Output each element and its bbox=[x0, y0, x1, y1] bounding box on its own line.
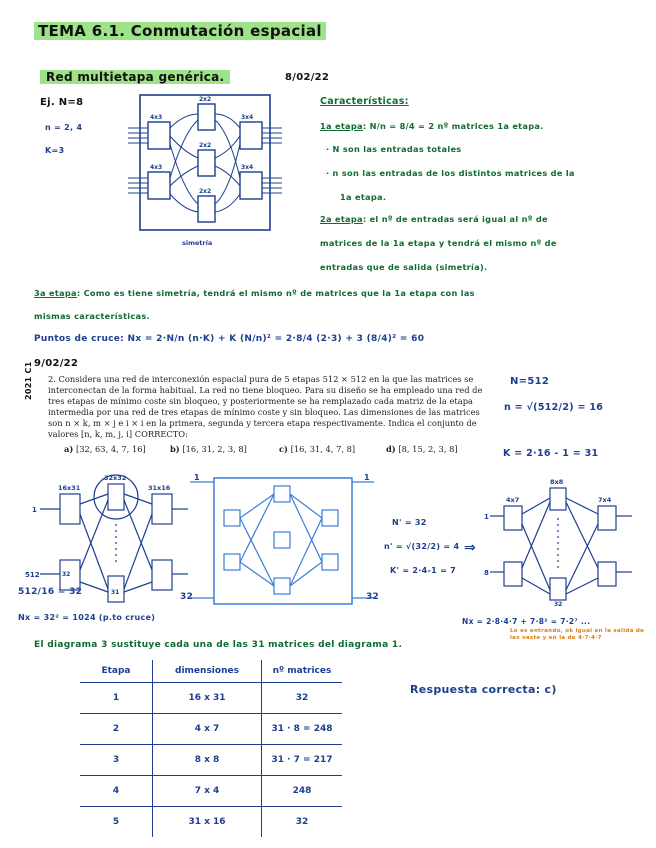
table-row: 2 4 x 7 31 · 8 = 248 bbox=[80, 714, 342, 745]
middle-matrix bbox=[198, 196, 215, 222]
svg-text:32: 32 bbox=[62, 571, 71, 578]
three-stage-network-diagram bbox=[120, 92, 292, 260]
svg-text:1: 1 bbox=[364, 473, 370, 482]
table-row: 4 7 x 4 248 bbox=[80, 776, 342, 807]
output-matrix bbox=[152, 494, 172, 524]
svg-text:16x31: 16x31 bbox=[58, 484, 81, 492]
calc-n: n = √(512/2) = 16 bbox=[504, 402, 604, 413]
right-network-diagram bbox=[480, 474, 650, 614]
svg-text:512: 512 bbox=[25, 571, 40, 579]
option-c: c) [16, 31, 4, 7, 8] bbox=[279, 444, 356, 454]
right-crosspoints: Nx = 2·8·4·7 + 7·8² = 7·2⁷ ... bbox=[462, 617, 591, 626]
output-matrix bbox=[152, 560, 172, 590]
input-matrix bbox=[148, 122, 170, 149]
left-crosspoints: Nx = 32² = 1024 (p.to cruce) bbox=[18, 613, 156, 622]
matrix-dim-label: 2x2 bbox=[199, 188, 212, 195]
characteristics-line: 1a etapa: N/n = 8/4 = 2 nº matrices 1a etapa. bbox=[320, 121, 544, 131]
characteristics-line: · n son las entradas de los distintos matrices de la bbox=[326, 168, 575, 178]
section1-date: 8/02/22 bbox=[285, 72, 330, 83]
left-ratio: 512/16 = 32 bbox=[18, 587, 83, 597]
characteristics-heading: Características: bbox=[320, 96, 409, 107]
matrix-dim-label: 2x2 bbox=[199, 96, 212, 103]
output-matrix bbox=[240, 172, 262, 199]
output-matrix bbox=[240, 122, 262, 149]
stages-table bbox=[80, 660, 342, 837]
table-row: 1 16 x 31 32 bbox=[80, 683, 342, 714]
right-note: Lo es entrando, ok igual en la salida de las vaste y en la de 4·7·4·7 bbox=[510, 628, 645, 641]
svg-text:32x32: 32x32 bbox=[104, 474, 127, 482]
characteristics-line: entradas que de salida (simetría). bbox=[320, 262, 488, 272]
answer-text: Respuesta correcta: c) bbox=[410, 683, 557, 696]
table-header: dimensiones bbox=[153, 660, 262, 683]
matrix-dim-label: 4x3 bbox=[150, 114, 163, 121]
characteristics-line: matrices de la 1a etapa y tendrá el mismo nº de bbox=[320, 238, 557, 248]
calc-K: K = 2·16 - 1 = 31 bbox=[503, 448, 599, 459]
svg-text:32: 32 bbox=[554, 601, 563, 608]
crosspoints-formula: Puntos de cruce: Nx = 2·N/n (n·K) + K (N/n)² = 2·8/4 (2·3) + 3 (8/4)² = 60 bbox=[34, 334, 425, 344]
mid-label-32: 32 bbox=[366, 592, 380, 602]
input-matrix bbox=[60, 494, 80, 524]
arrow-icon: ⇒ bbox=[464, 540, 477, 556]
svg-text:1: 1 bbox=[484, 513, 489, 521]
calc-n2: n' = √(32/2) = 4 bbox=[384, 542, 460, 551]
section2-date: 9/02/22 bbox=[34, 358, 79, 369]
middle-matrix bbox=[108, 484, 124, 510]
middle-matrix bbox=[198, 150, 215, 176]
matrix-dim-label: 3x4 bbox=[241, 114, 254, 121]
option-b: b) [16, 31, 2, 3, 8] bbox=[170, 444, 247, 454]
svg-text:8: 8 bbox=[484, 569, 489, 577]
question-text: 2. Considera una red de interconexión espacial pura de 5 etapas 512 × 512 en la que las matrices se interconectan de la forma habitual. La red no tiene bloqueo. Para su diseño se ha empleado una red de tres etapas de mínimo coste sin bloqueo, y posteriormente se ha remplazado cada matriz de la etapa intermedia por una red de tres etapas de mínimo coste y sin bloqueo. Las dimensiones de las matrices son n × k, m × j e i × i en la primera, segunda y tercera etapa respectivamente. Indica el conjunto de valores [n, k, m, j, i] CORRECTO: bbox=[48, 374, 483, 439]
page-title: TEMA 6.1. Conmutación espacial bbox=[34, 22, 326, 40]
calc-K2: K' = 2·4-1 = 7 bbox=[390, 566, 457, 575]
svg-text:4x7: 4x7 bbox=[506, 496, 520, 504]
calc-N2: N' = 32 bbox=[392, 518, 427, 527]
option-a: a) [32, 63, 4, 7, 16] bbox=[64, 444, 146, 454]
param-k: K=3 bbox=[45, 146, 65, 155]
calc-N: N=512 bbox=[510, 376, 550, 387]
stage3-text: 3a etapa: Como es tiene simetría, tendrá el mismo nº de matrices que la 1a etapa con las bbox=[34, 288, 475, 298]
middle-matrix bbox=[198, 104, 215, 130]
svg-text:1: 1 bbox=[194, 473, 200, 482]
characteristics-line: 2a etapa: el nº de entradas será igual al nº de bbox=[320, 214, 548, 224]
svg-text:8x8: 8x8 bbox=[550, 478, 564, 486]
svg-text:31: 31 bbox=[111, 589, 120, 596]
summary-text: El diagrama 3 sustituye cada una de las 31 matrices del diagrama 1. bbox=[34, 640, 403, 650]
characteristics-line: 1a etapa. bbox=[340, 192, 387, 202]
stage3-text: mismas características. bbox=[34, 311, 150, 321]
svg-text:7x4: 7x4 bbox=[598, 496, 612, 504]
param-n: n = 2, 4 bbox=[45, 123, 83, 132]
middle-network-diagram bbox=[190, 470, 376, 610]
characteristics-line: · N son las entradas totales bbox=[326, 144, 462, 154]
left-network-diagram bbox=[20, 464, 190, 624]
table-header: nº matrices bbox=[262, 660, 343, 683]
svg-text:1: 1 bbox=[32, 506, 37, 514]
table-row: 5 31 x 16 32 bbox=[80, 807, 342, 838]
matrix-dim-label: 2x2 bbox=[199, 142, 212, 149]
matrix-dim-label: 3x4 bbox=[241, 164, 254, 171]
input-matrix bbox=[148, 172, 170, 199]
network-frame bbox=[214, 478, 352, 604]
mid-label-32: 32 bbox=[180, 592, 194, 602]
table-row: 3 8 x 8 31 · 7 = 217 bbox=[80, 745, 342, 776]
table-header: Etapa bbox=[80, 660, 153, 683]
example-label: Ej. N=8 bbox=[40, 97, 84, 108]
option-d: d) [8, 15, 2, 3, 8] bbox=[386, 444, 458, 454]
svg-text:31x16: 31x16 bbox=[148, 484, 171, 492]
matrix-dim-label: 4x3 bbox=[150, 164, 163, 171]
exam-side-label: 2021 C1 bbox=[24, 361, 33, 400]
diagram-caption: simetría bbox=[182, 239, 213, 247]
section-heading: Red multietapa genérica. bbox=[40, 70, 230, 84]
